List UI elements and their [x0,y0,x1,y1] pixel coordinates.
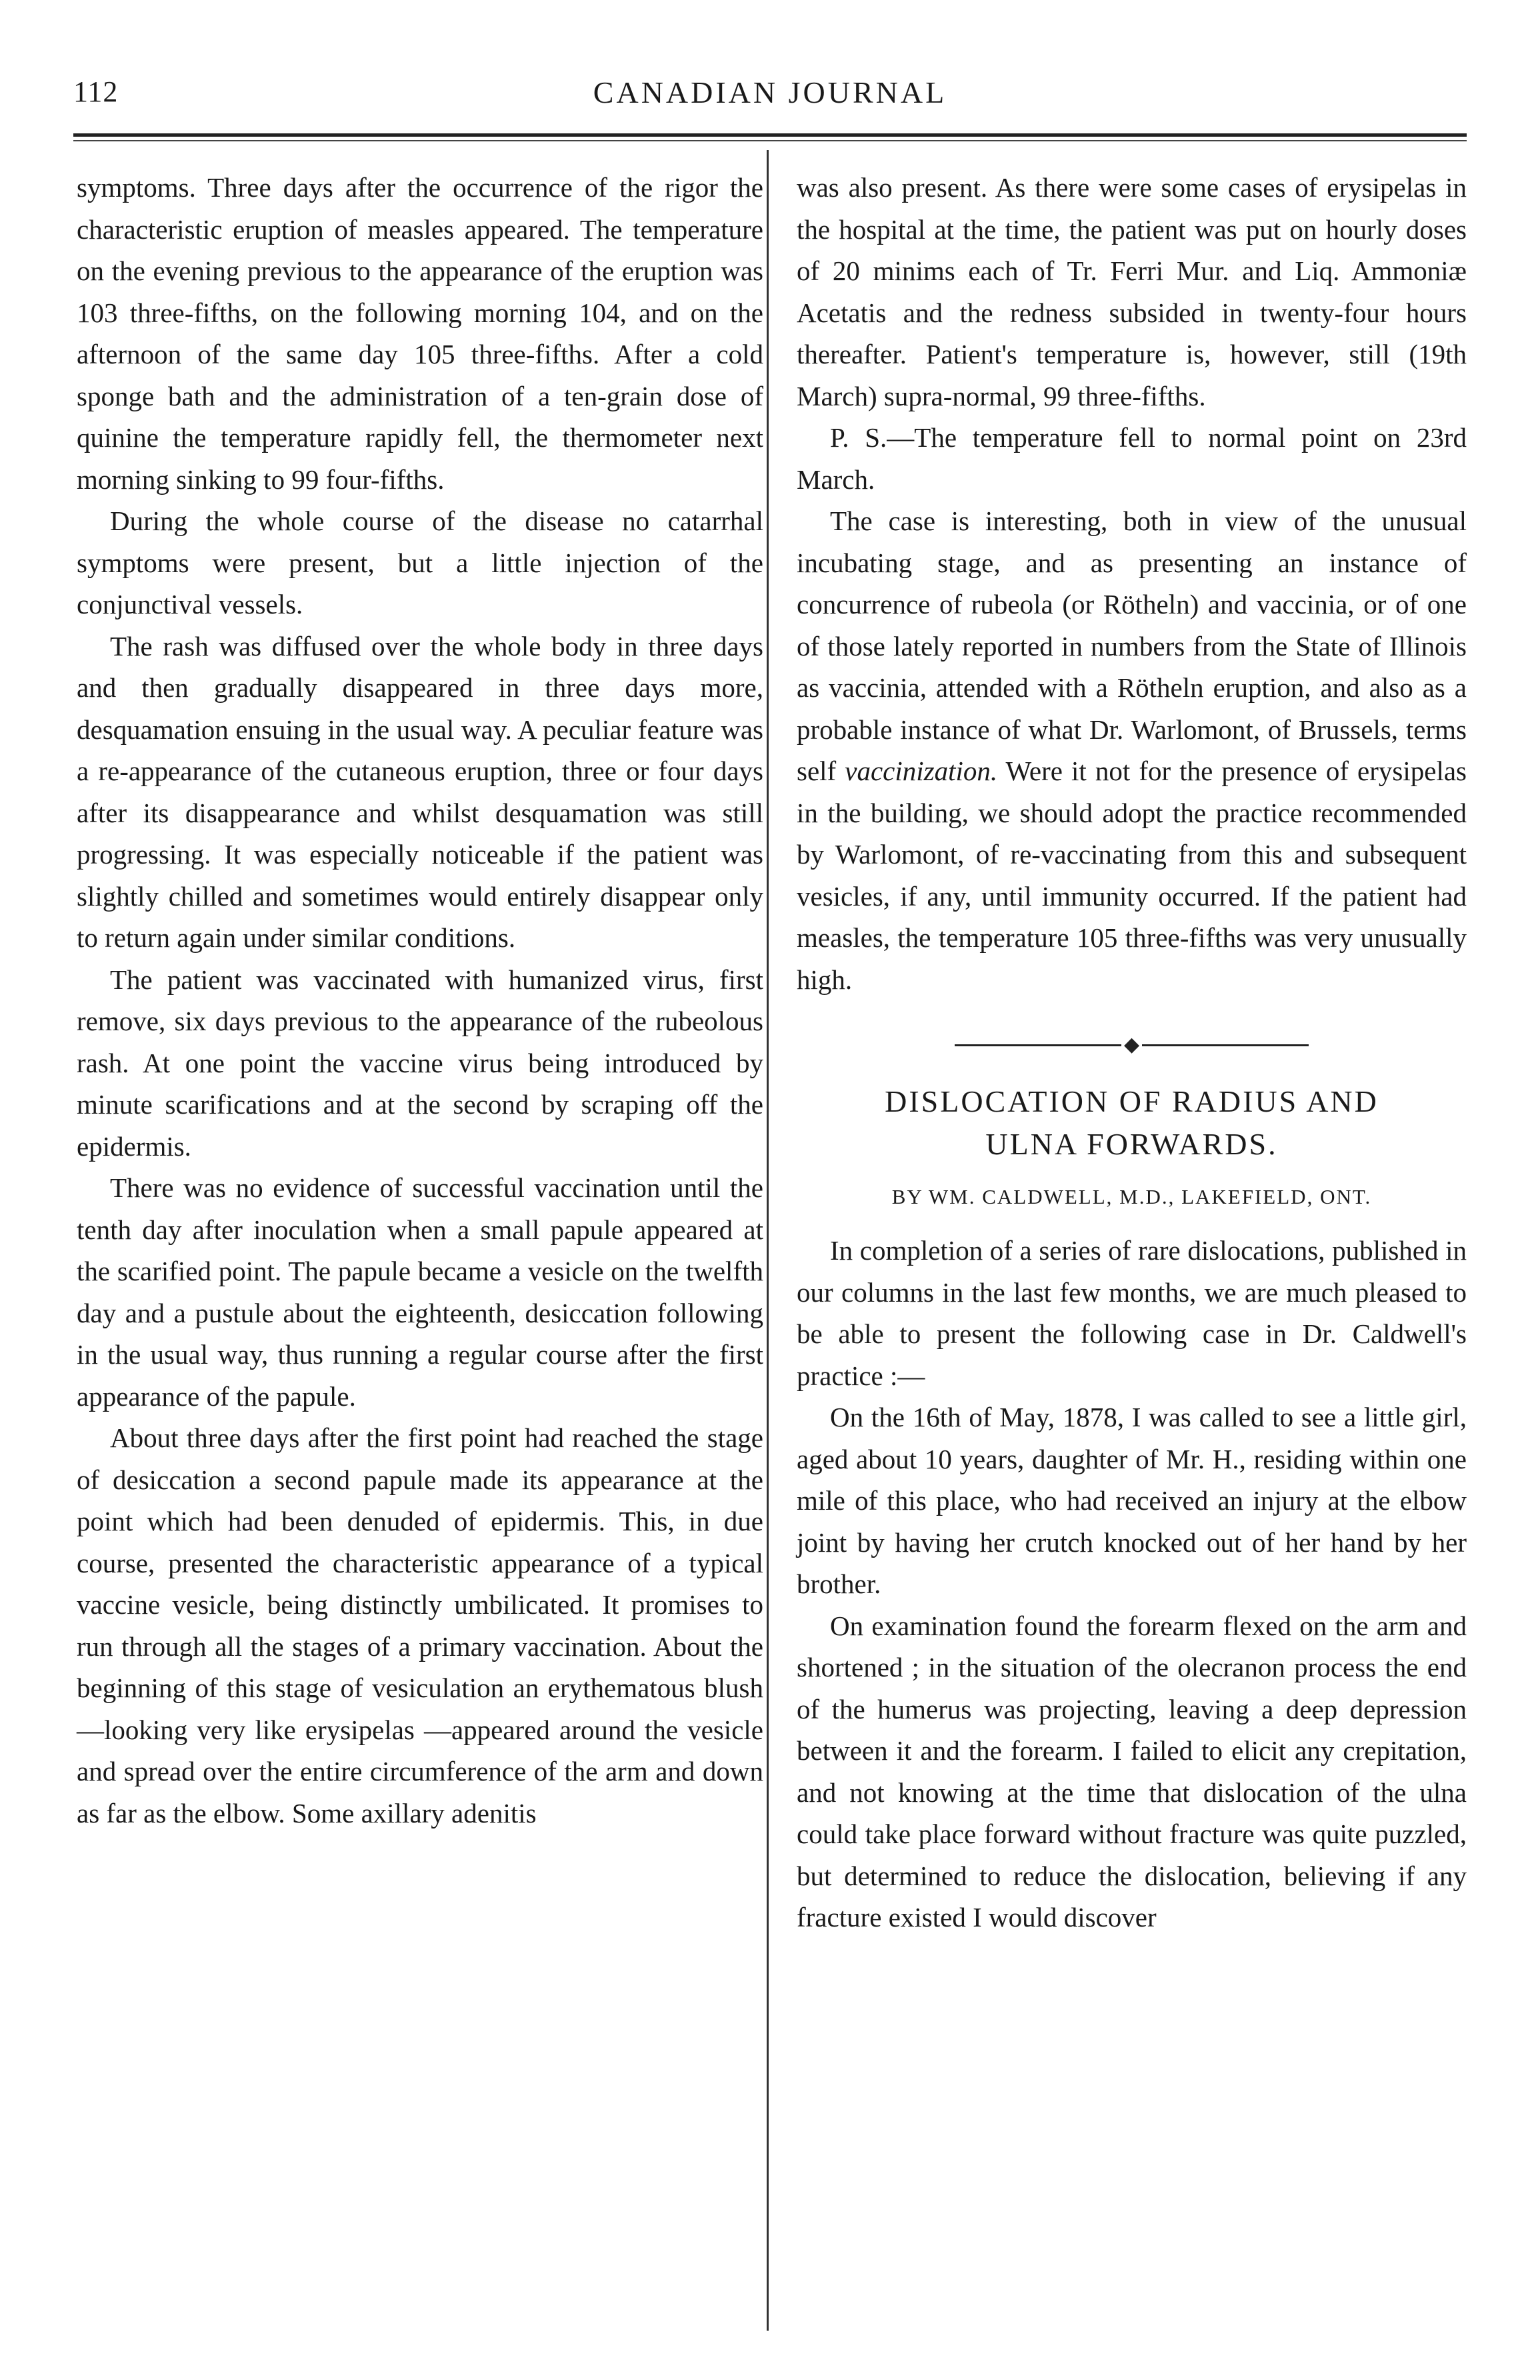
left-paragraph-4: The patient was vaccinated with humanized virus, first remove, six days previous to the appearance of the rubeolous rash. At one point the vaccine virus being introduced by minute scarifications and at the second by scraping off the epidermis. [77,964,763,1162]
article-paragraph-3: On examination found the forearm flexed on the arm and shortened ; in the situation of the olecranon process the end of the humerus was projecting, leaving a deep depression between it and the forearm. I failed to elicit any crepitation, and not knowing at the time that dislocation of the ulna could take place forward without fracture was quite puzzled, but determined to reduce the dislocation, believing if any fracture existed I would discover [797,1610,1467,1933]
page-number: 112 [73,75,119,108]
case-text-start: The case is interesting, both in view of the unusual incubating stage, and as presenting an instance of concurrence of rubeola (or Rötheln) and vaccinia, or of one of those lately reported in numbers from the State of Illinois as vaccinia, attended with a Rötheln eruption, and also as a probable instance of what Dr. Warlomont, of Brussels, terms self [797,505,1467,786]
article-paragraph-1: In completion of a series of rare dislocations, published in our columns in the last few months, we are much pleased to be able to present the following case in Dr. Caldwell's practice :— [797,1235,1467,1391]
column-divider [767,150,769,2331]
postscript: P. S.—The temperature fell to normal point on 23rd March. [797,422,1467,495]
right-column [797,167,1467,1939]
article-title-line-2: ULNA FORWARDS. [985,1127,1278,1162]
article-title-line-1: DISLOCATION OF RADIUS AND [885,1084,1379,1119]
left-paragraph-3: The rash was diffused over the whole body in three days and then gradually disappeared in three days more, desquamation ensuing in the usual way. A peculiar feature was a re-appearance of the cutaneous eruption, three or four days after its disappearance and whilst desquamation was still progressing. It was especially noticeable if the patient was slightly chilled and sometimes would entirely disappear only to return again under similar conditions. [77,630,763,953]
header-rule [73,133,1467,137]
divider-line-left [955,1044,1121,1046]
left-paragraph-2: During the whole course of the disease no catarrhal symptoms were present, but a little injection of the conjunctival vessels. [77,505,763,620]
case-text-end: Were it not for the presence of erysipelas in the building, we should adopt the practice recommended by Warlomont, of re-vaccinating from this and subsequent vesicles, if any, until immunity occurred. If the patient had measles, the temperature 105 three-fifths was very unusually high. [797,756,1467,995]
case-text-italic: vaccinization. [845,756,998,786]
divider-line-right [1142,1044,1309,1046]
article-title [797,1080,1467,1166]
case-discussion-paragraph [797,500,1467,1000]
right-paragraph-1: was also present. As there were some cases of erysipelas in the hospital at the time, the patient was put on hourly doses of 20 minims each of Tr. Ferri Mur. and Liq. Ammoniæ Acetatis and the redness subsided in twenty-four hours thereafter. Patient's temperature is, however, still (19th March) supra-normal, 99 three-fifths. [797,172,1467,411]
section-divider [797,1034,1467,1055]
running-head: CANADIAN JOURNAL [593,75,947,109]
left-column [77,167,763,1834]
left-paragraph-5: There was no evidence of successful vaccination until the tenth day after inoculation when a small papule appeared at the scarified point. The papule became a vesicle on the twelfth day and a pustule about the eighteenth, desiccation following in the usual way, thus running a regular course after the first appearance of the papule. [77,1172,763,1412]
divider-ornament-icon: ◆ [1123,1034,1140,1056]
article-byline: BY WM. CALDWELL, M.D., LAKEFIELD, ONT. [891,1185,1372,1209]
page-header [73,67,1467,127]
left-paragraph-6: About three days after the first point had reached the stage of desiccation a second papule made its appearance at the point which had been denuded of epidermis. This, in due course, presented the characteristic appearance of a typical vaccine vesicle, being distinctly umbilicated. It promises to run through all the stages of a primary vaccination. About the beginning of this stage of vesiculation an erythematous blush—looking very like erysipelas —appeared around the vesicle and spread over the entire circumference of the arm and down as far as the elbow. Some axillary adenitis [77,1422,763,1829]
header-rule-thin [73,140,1467,141]
left-paragraph-1: symptoms. Three days after the occurrence of the rigor the characteristic eruption of measles appeared. The temperature on the evening previous to the appearance of the eruption was 103 three-fifths, on the following morning 104, and on the afternoon of the same day 105 three-fifths. After a cold sponge bath and the administration of a ten-grain dose of quinine the temperature rapidly fell, the thermometer next morning sinking to 99 four-fifths. [77,172,763,495]
article-paragraph-2: On the 16th of May, 1878, I was called to see a little girl, aged about 10 years, daughter of Mr. H., residing within one mile of this place, who had received an injury at the elbow joint by having her crutch knocked out of her hand by her brother. [797,1402,1467,1600]
